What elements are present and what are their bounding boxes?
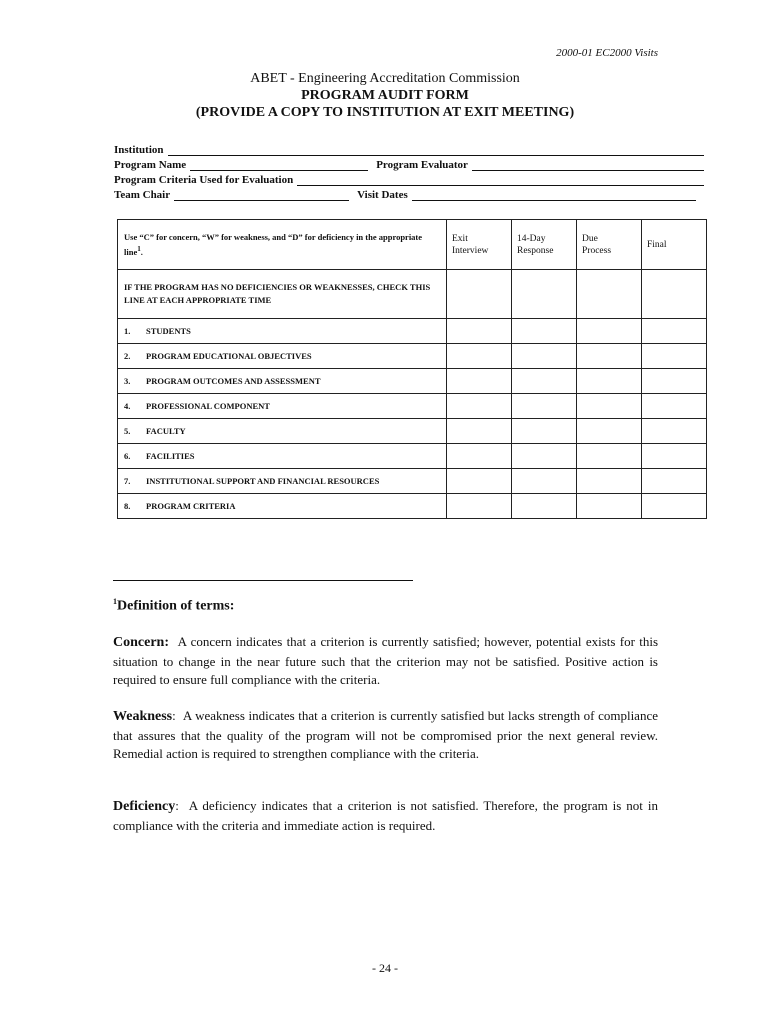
- definition-concern: [113, 633, 658, 690]
- criterion-label: [118, 319, 447, 344]
- form-subtitle: (PROVIDE A COPY TO INSTITUTION AT EXIT MEETING): [195, 105, 575, 120]
- definitions-heading: [113, 597, 234, 615]
- program-name-row: [114, 156, 704, 171]
- criterion-name: PROGRAM OUTCOMES AND ASSESSMENT: [146, 376, 321, 386]
- weakness-text: A weakness indicates that a criterion is currently satisfied but lacks strength of compliance that assures that the quality of the program will not be compromised prior the next general review. Remedial action is required to strengthen compliance with the criteria.: [113, 708, 658, 761]
- col-14-day-response: [512, 220, 577, 270]
- program-evaluator-field[interactable]: [472, 160, 704, 171]
- criterion-label: [118, 344, 447, 369]
- criterion-name: INSTITUTIONAL SUPPORT AND FINANCIAL RESOURCES: [146, 476, 380, 486]
- footnote-mark: 1: [113, 597, 117, 606]
- criterion-name: PROGRAM CRITERIA: [146, 501, 236, 511]
- entry-cell[interactable]: [642, 344, 707, 369]
- institution-row: [114, 141, 704, 156]
- entry-cell[interactable]: [577, 369, 642, 394]
- entry-cell[interactable]: [512, 369, 577, 394]
- criterion-label: [118, 469, 447, 494]
- col-header-line2: Response: [517, 245, 554, 256]
- entry-cell[interactable]: [642, 319, 707, 344]
- entry-cell[interactable]: [642, 494, 707, 519]
- criteria-used-row: [114, 171, 704, 186]
- form-fields: [114, 141, 704, 201]
- entry-cell[interactable]: [447, 494, 512, 519]
- entry-cell[interactable]: [447, 419, 512, 444]
- col-header-line2: Interview: [452, 245, 489, 256]
- page-number: - 24 -: [372, 961, 398, 975]
- team-chair-label: Team Chair: [114, 189, 171, 201]
- team-chair-field[interactable]: [174, 190, 349, 201]
- title-block: [0, 71, 770, 121]
- commission-title: ABET - Engineering Accreditation Commission: [250, 71, 520, 86]
- footnote-divider: [113, 580, 413, 581]
- criteria-used-field[interactable]: [297, 175, 704, 186]
- visit-note: 2000-01 EC2000 Visits: [556, 47, 658, 59]
- no-deficiencies-label: IF THE PROGRAM HAS NO DEFICIENCIES OR WEAKNESSES, CHECK THIS LINE AT EACH APPROPRIATE TIME: [118, 270, 447, 319]
- criterion-number: 4.: [124, 401, 131, 411]
- program-evaluator-label: Program Evaluator: [376, 159, 468, 171]
- visit-dates-field[interactable]: [412, 190, 696, 201]
- entry-cell[interactable]: [577, 394, 642, 419]
- col-header-line1: Due: [582, 233, 598, 244]
- entry-cell[interactable]: [512, 494, 577, 519]
- entry-cell[interactable]: [512, 469, 577, 494]
- instruction-footnote-mark: 1: [137, 245, 141, 254]
- deficiency-text: A deficiency indicates that a criterion is not satisfied. Therefore, the program is not in compliance with the criteria and immediate action is required.: [113, 798, 658, 833]
- entry-cell[interactable]: [642, 419, 707, 444]
- checkbox-cell[interactable]: [447, 270, 512, 319]
- entry-cell[interactable]: [447, 344, 512, 369]
- entry-cell[interactable]: [512, 419, 577, 444]
- criterion-name: PROGRAM EDUCATIONAL OBJECTIVES: [146, 351, 312, 361]
- entry-cell[interactable]: [642, 469, 707, 494]
- entry-cell[interactable]: [512, 444, 577, 469]
- visit-dates-label: Visit Dates: [357, 189, 408, 201]
- entry-cell[interactable]: [642, 394, 707, 419]
- program-name-label: Program Name: [114, 159, 187, 171]
- col-exit-interview: [447, 220, 512, 270]
- audit-table: [117, 219, 707, 519]
- criterion-name: PROFESSIONAL COMPONENT: [146, 401, 270, 411]
- col-header-line1: 14-Day: [517, 233, 546, 244]
- form-title: PROGRAM AUDIT FORM: [301, 88, 469, 103]
- entry-cell[interactable]: [577, 319, 642, 344]
- entry-cell[interactable]: [577, 344, 642, 369]
- entry-cell[interactable]: [447, 469, 512, 494]
- criterion-row: [118, 494, 707, 519]
- criterion-label: [118, 394, 447, 419]
- criterion-row: [118, 344, 707, 369]
- criterion-number: 1.: [124, 326, 131, 336]
- criteria-used-label: Program Criteria Used for Evaluation: [114, 174, 294, 186]
- criterion-number: 6.: [124, 451, 131, 461]
- entry-cell[interactable]: [642, 369, 707, 394]
- institution-label: Institution: [114, 144, 164, 156]
- criterion-label: [118, 419, 447, 444]
- entry-cell[interactable]: [447, 394, 512, 419]
- col-final: [642, 220, 707, 270]
- instruction-text: Use “C” for concern, “W” for weakness, and “D” for deficiency in the appropriate line: [124, 232, 423, 257]
- checkbox-cell[interactable]: [642, 270, 707, 319]
- entry-cell[interactable]: [577, 419, 642, 444]
- criterion-row: [118, 369, 707, 394]
- team-chair-row: [114, 186, 704, 201]
- criterion-number: 8.: [124, 501, 131, 511]
- col-due-process: [577, 220, 642, 270]
- entry-cell[interactable]: [577, 444, 642, 469]
- checkbox-cell[interactable]: [577, 270, 642, 319]
- criterion-name: FACILITIES: [146, 451, 195, 461]
- program-name-field[interactable]: [190, 160, 368, 171]
- table-header-row: [118, 220, 707, 270]
- criterion-row: [118, 419, 707, 444]
- entry-cell[interactable]: [577, 494, 642, 519]
- criterion-number: 5.: [124, 426, 131, 436]
- criterion-number: 7.: [124, 476, 131, 486]
- criterion-row: [118, 444, 707, 469]
- entry-cell[interactable]: [512, 344, 577, 369]
- col-header-line1: Exit: [452, 233, 468, 244]
- definition-weakness: Weakness: A weakness indicates that a criterion is currently satisfied but lacks strength of compliance that assures that the quality of the program will not be compromised prior the next general review. Remedial action is required to strengthen compliance with the criteria.: [113, 708, 658, 761]
- entry-cell[interactable]: [447, 444, 512, 469]
- entry-cell[interactable]: [447, 369, 512, 394]
- criterion-number: 3.: [124, 376, 131, 386]
- col-header-line2: Process: [582, 245, 612, 256]
- checkbox-cell[interactable]: [512, 270, 577, 319]
- criterion-name: FACULTY: [146, 426, 186, 436]
- entry-cell[interactable]: [642, 444, 707, 469]
- institution-field[interactable]: [168, 145, 704, 156]
- criterion-row: [118, 319, 707, 344]
- instruction-cell: [118, 220, 447, 270]
- criterion-row: [118, 469, 707, 494]
- definition-deficiency: Deficiency: A deficiency indicates that a criterion is not satisfied. Therefore, the program is not in compliance with the criteria and immediate action is required.: [113, 798, 658, 833]
- criterion-number: 2.: [124, 351, 131, 361]
- concern-text: A concern indicates that a criterion is currently satisfied; however, potential exists for this situation to change in the near future such that the criterion may not be satisfied. Positive action is required to ensure full compliance with the criteria.: [113, 634, 658, 687]
- concern-term: Concern:: [113, 635, 169, 650]
- instruction-end: .: [140, 246, 143, 257]
- entry-cell[interactable]: [447, 319, 512, 344]
- criterion-name: STUDENTS: [146, 326, 191, 336]
- criterion-label: [118, 369, 447, 394]
- entry-cell[interactable]: [512, 319, 577, 344]
- no-deficiencies-row: [118, 270, 707, 319]
- criterion-row: [118, 394, 707, 419]
- col-header-line1: Final: [647, 239, 667, 250]
- entry-cell[interactable]: [512, 394, 577, 419]
- definitions-heading-text: Definition of terms:: [117, 598, 235, 614]
- entry-cell[interactable]: [577, 469, 642, 494]
- deficiency-term: Deficiency: [113, 799, 176, 814]
- criterion-label: [118, 494, 447, 519]
- weakness-term: Weakness: [113, 709, 173, 724]
- criterion-label: [118, 444, 447, 469]
